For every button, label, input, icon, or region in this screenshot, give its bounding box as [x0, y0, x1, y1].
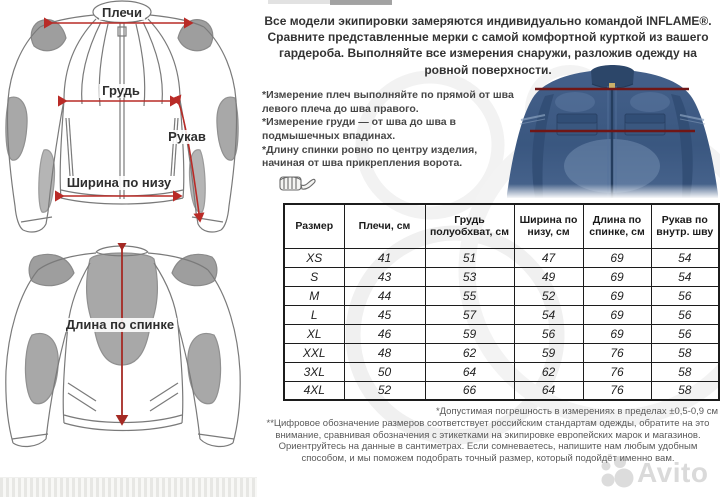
note-back-length: *Длину спинки ровно по центру изделия, начиная от шва прикрепления ворота. [262, 143, 478, 170]
cell: 62 [425, 343, 514, 362]
cell: 50 [344, 362, 425, 381]
cell: 41 [344, 248, 425, 267]
cell: 58 [651, 343, 719, 362]
cell: XS [284, 248, 344, 267]
bottom-width-label: Ширина по низу [64, 176, 174, 190]
table-row-4xl [284, 381, 719, 400]
cell: 44 [344, 286, 425, 305]
table-row-xxl [284, 343, 719, 362]
cell: 64 [425, 362, 514, 381]
cell: 4XL [284, 381, 344, 400]
cell: 54 [651, 248, 719, 267]
cell: 58 [651, 381, 719, 400]
cell: 66 [425, 381, 514, 400]
table-row-xs [284, 248, 719, 267]
cell: 56 [651, 286, 719, 305]
cell: 55 [425, 286, 514, 305]
table-row-m [284, 286, 719, 305]
cell: 58 [651, 362, 719, 381]
front-jacket-diagram-icon [0, 0, 250, 240]
cell: 56 [651, 324, 719, 343]
cell: 52 [514, 286, 583, 305]
cell: S [284, 267, 344, 286]
cell: 76 [583, 362, 651, 381]
cell: 43 [344, 267, 425, 286]
cell: 76 [583, 381, 651, 400]
table-row-3xl [284, 362, 719, 381]
cell: 51 [425, 248, 514, 267]
cell: 69 [583, 248, 651, 267]
col-header-shoulders: Плечи, см [344, 204, 425, 248]
cell: 64 [514, 381, 583, 400]
col-header-bottom-width: Ширина по низу, см [514, 204, 583, 248]
cell: XXL [284, 343, 344, 362]
cropped-text-smudge-dark [330, 0, 392, 5]
cell: 52 [344, 381, 425, 400]
intro-text: Все модели экипировки замеряются индивидуально командой INFLAME®. Сравните представленные мерки с самой комфортной курткой из вашего гардероба. Выполняйте все измерения снаружи, разложив одежду на ровной поверхности. [264, 14, 712, 77]
cell: 54 [651, 267, 719, 286]
sleeve-label: Рукав [165, 130, 209, 144]
chest-label: Грудь [99, 84, 143, 98]
back-jacket-diagram-icon [0, 243, 250, 478]
cell: 69 [583, 286, 651, 305]
col-header-chest: Грудь полуобхват, см [425, 204, 514, 248]
cell: 57 [425, 305, 514, 324]
col-header-size: Размер [284, 204, 344, 248]
cell: 69 [583, 305, 651, 324]
cell: 53 [425, 267, 514, 286]
cell: 76 [583, 343, 651, 362]
cell: 46 [344, 324, 425, 343]
cell: 48 [344, 343, 425, 362]
measurement-notes [262, 89, 518, 171]
cell: 56 [514, 324, 583, 343]
denim-jacket-photo [505, 62, 720, 198]
col-header-back-length: Длина по спинке, см [583, 204, 651, 248]
cell: L [284, 305, 344, 324]
col-header-sleeve: Рукав по внутр. шву [651, 204, 719, 248]
back-length-label: Длина по спинке [63, 318, 177, 332]
shoulders-label: Плечи [99, 6, 145, 20]
cell: 59 [425, 324, 514, 343]
sizing-footnote: **Цифровое обозначение размеров соответствует российским стандартам одежды, обратите на это внимание, сравнивая обозначения с этикетками на экипировке европейских марок и магазинов. Ориентруйтесь на данные в сантиметрах. Если сомневаетесь, напишите нам любым удобным способом, и мы поможем подобрать точный размер, который подойдёт именно вам. [266, 418, 710, 464]
cell: 45 [344, 305, 425, 324]
cell: 59 [514, 343, 583, 362]
cell: 3XL [284, 362, 344, 381]
cell: 69 [583, 267, 651, 286]
cell: XL [284, 324, 344, 343]
cell: 49 [514, 267, 583, 286]
measuring-tape-icon [278, 170, 318, 196]
size-table [283, 203, 720, 401]
avito-watermark-text: Avito [637, 457, 709, 488]
cell: 69 [583, 324, 651, 343]
table-row-l [284, 305, 719, 324]
cell: 54 [514, 305, 583, 324]
tolerance-footnote: *Допустимая погрешность в измерениях в пределах ±0,5-0,9 см [435, 406, 718, 417]
size-table-header-row [284, 204, 719, 248]
bottom-stripe-texture [0, 477, 257, 497]
cell: 56 [651, 305, 719, 324]
note-shoulders: *Измерение плеч выполняйте по прямой от шва левого плеча до шва правого. [262, 89, 514, 115]
table-row-s [284, 267, 719, 286]
cell: M [284, 286, 344, 305]
table-row-xl [284, 324, 719, 343]
cell: 47 [514, 248, 583, 267]
measurement-diagrams-panel [0, 0, 257, 501]
cell: 62 [514, 362, 583, 381]
note-chest: *Измерение груди — от шва до шва в подмышечных впадинах. [262, 116, 456, 142]
